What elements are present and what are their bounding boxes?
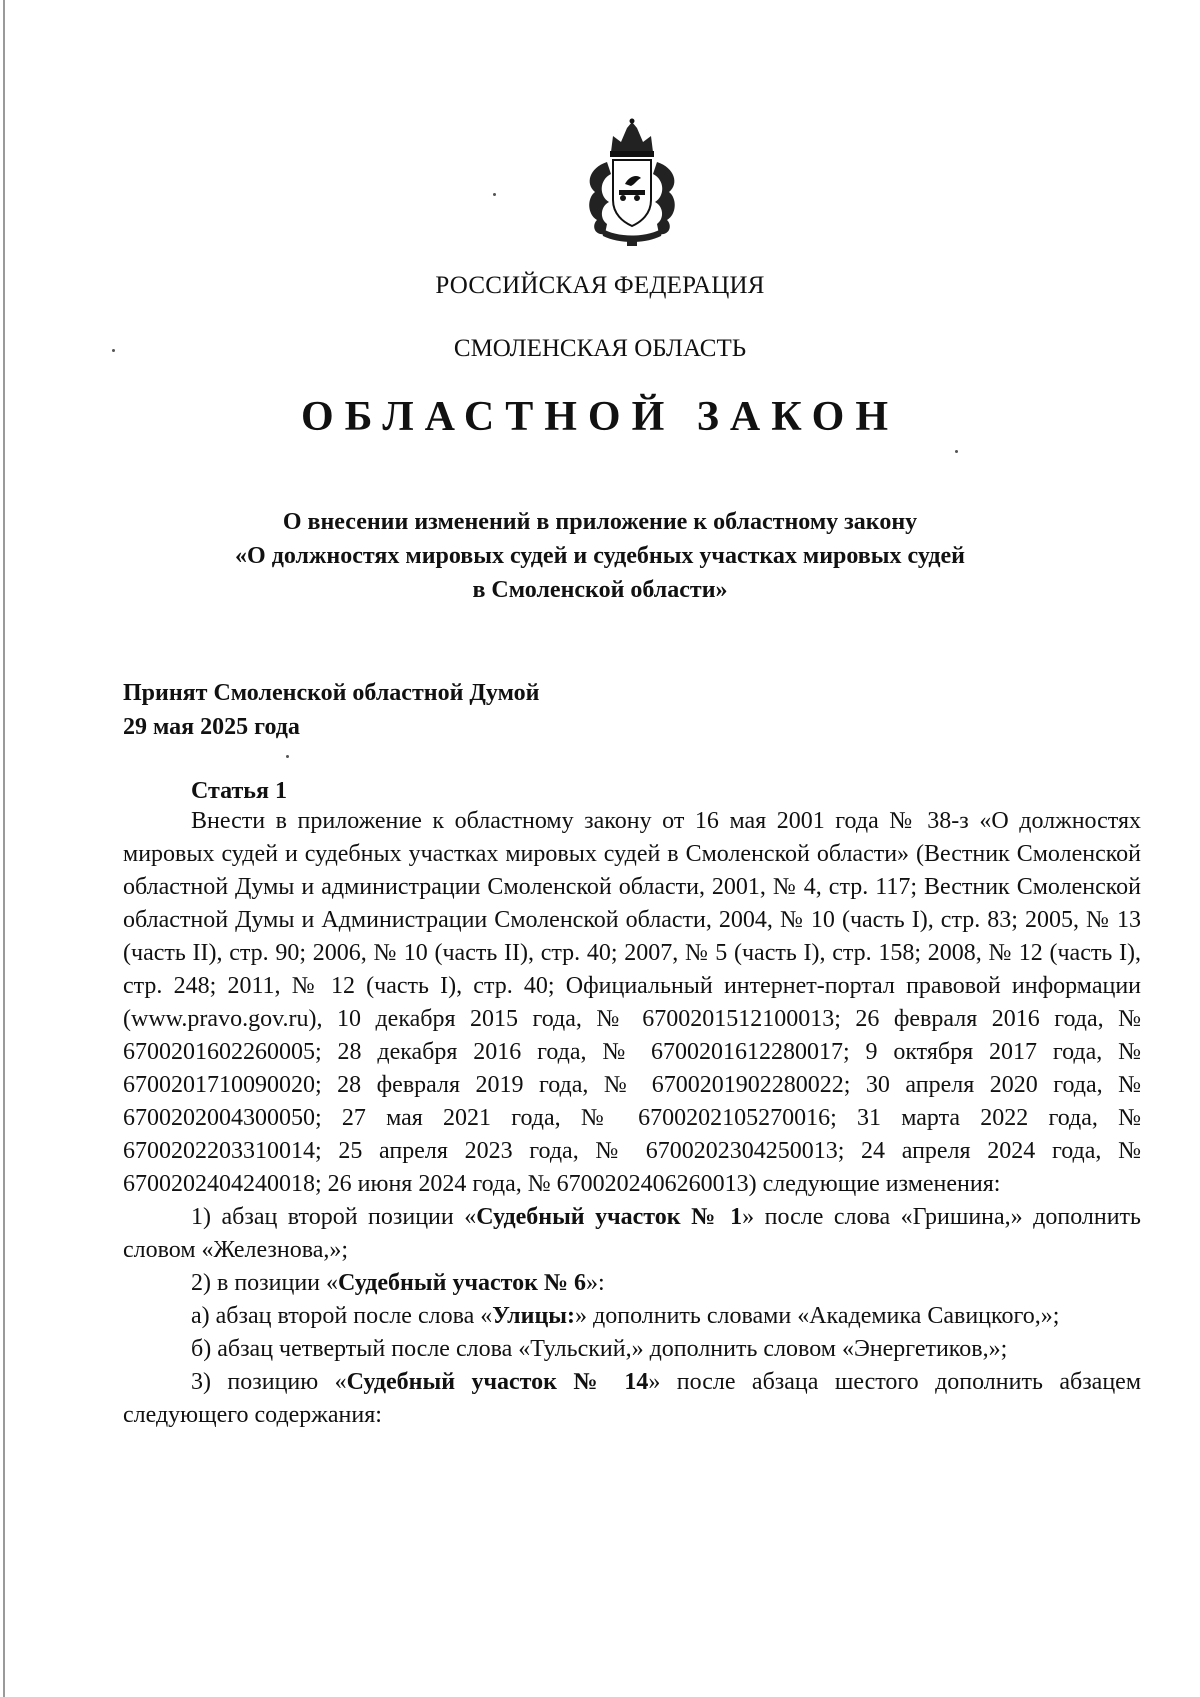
country-name: РОССИЙСКАЯ ФЕДЕРАЦИЯ xyxy=(435,272,765,299)
law-title xyxy=(0,505,1200,607)
amendment-item-2: 2) в позиции «Судебный участок № 6»: xyxy=(191,1270,605,1296)
adoption-note xyxy=(123,676,539,744)
scan-speck xyxy=(286,755,289,758)
law-title-line: в Смоленской области» xyxy=(472,577,728,603)
article-body xyxy=(123,805,1141,1432)
adoption-body: Принят Смоленской областной Думой xyxy=(123,680,540,706)
adoption-date: 29 мая 2025 года xyxy=(123,714,300,740)
document-type: ОБЛАСТНОЙ ЗАКОН xyxy=(300,394,900,440)
law-title-line: О внесении изменений в приложение к областному закону xyxy=(282,509,918,535)
region-name: СМОЛЕНСКАЯ ОБЛАСТЬ xyxy=(453,335,747,362)
law-title-line: «О должностях мировых судей и судебных участках мировых судей xyxy=(235,543,965,569)
scan-speck xyxy=(112,349,115,352)
amendment-item-2b: б) абзац четвертый после слова «Тульский,» дополнить словом «Энергетиков,»; xyxy=(191,1336,1008,1362)
scan-speck xyxy=(493,193,496,196)
amendment-item-1: 1) абзац второй позиции «Судебный участок № 1» после слова «Гришина,» дополнить словом «Железнова,»; xyxy=(123,1204,1141,1263)
article-heading: Статья 1 xyxy=(191,778,287,804)
coat-of-arms-icon xyxy=(577,118,687,248)
page-edge xyxy=(3,0,5,1697)
article-intro: Внести в приложение к областному закону от 16 мая 2001 года № 38-з «О должностях мировых судей и судебных участках мировых судей в Смоленской области» (Вестник Смоленской областной Думы и администрации Смоленской области, 2001, № 4, стр. 117; Вестник Смоленской областной Думы и Администрации Смоленской области, 2004, № 10 (часть I), стр. 83; 2005, № 13 (часть II), стр. 90; 2006, № 10 (часть II), стр. 40; 2007, № 5 (часть I), стр. 158; 2008, № 12 (часть I), стр. 248; 2011, № 12 (часть I), стр. 40; Официальный интернет-портал правовой информации (www.pravo.gov.ru), 10 декабря 2015 года, № 6700201512100013; 26 февраля 2016 года, № 6700201602260005; 28 декабря 2016 года, № 6700201612280017; 9 октября 2017 года, № 6700201710090020; 28 февраля 2019 года, № 6700201902280022; 30 апреля 2020 года, № 6700202004300050; 27 мая 2021 года, № 6700202105270016; 31 марта 2022 года, № 6700202203310014; 25 апреля 2023 года, № 6700202304250013; 24 апреля 2024 года, № 6700202404240018; 26 июня 2024 года, № 6700202406260013) следующие изменения: xyxy=(123,808,1141,1197)
amendment-item-3: 3) позицию «Судебный участок № 14» после абзаца шестого дополнить абзацем следующего содержания: xyxy=(123,1369,1142,1428)
amendment-item-2a: а) абзац второй после слова «Улицы:» дополнить словами «Академика Савицкого,»; xyxy=(191,1303,1060,1329)
scan-speck xyxy=(955,450,958,453)
